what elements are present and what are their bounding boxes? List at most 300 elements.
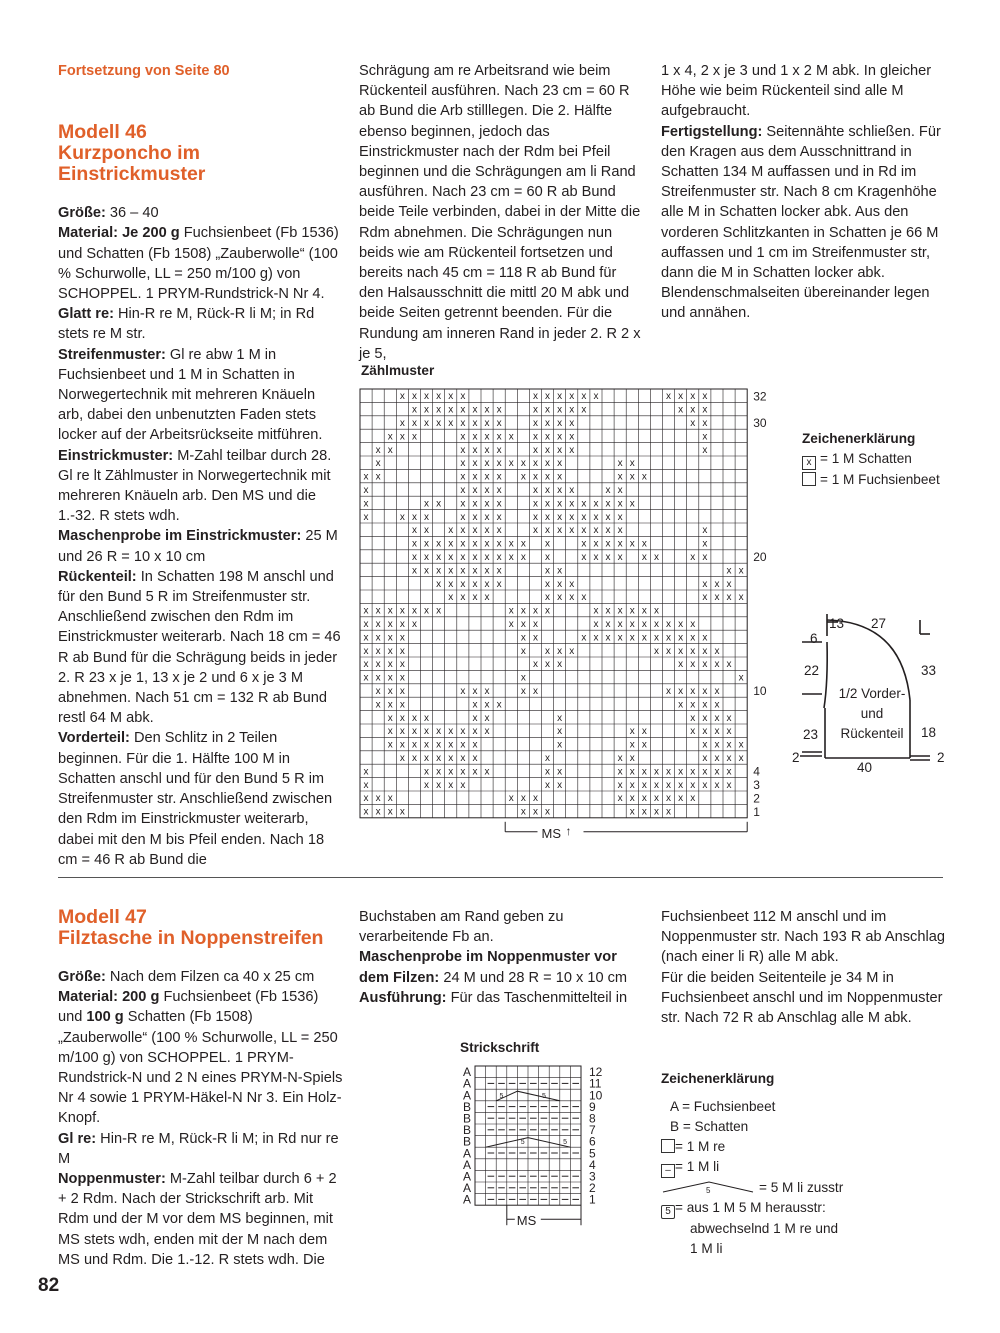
chart-x-mark: x bbox=[569, 498, 575, 510]
chart-x-mark: x bbox=[726, 739, 732, 751]
chart-x-mark: x bbox=[581, 525, 587, 537]
chart-x-mark: x bbox=[557, 391, 563, 403]
chart-x-mark: x bbox=[641, 806, 647, 818]
row-number: 32 bbox=[753, 389, 767, 404]
m47-legend-zusstr: 5 = 5 M li zusstr bbox=[661, 1178, 843, 1198]
chart-x-mark: x bbox=[436, 418, 442, 429]
chart-x-mark: x bbox=[702, 538, 708, 550]
chart-x-mark: x bbox=[678, 686, 684, 697]
chart-x-mark: x bbox=[387, 806, 393, 818]
chart-x-mark: x bbox=[714, 726, 720, 738]
chart-x-mark: x bbox=[532, 659, 538, 671]
chart-x-mark: x bbox=[532, 418, 538, 429]
chart-x-mark: x bbox=[484, 485, 490, 496]
chart-x-mark: x bbox=[702, 431, 708, 443]
ms-label: MS bbox=[541, 825, 561, 841]
chart-x-mark: x bbox=[678, 391, 684, 403]
chart-x-mark: x bbox=[387, 619, 393, 630]
chart-x-mark: x bbox=[436, 578, 442, 590]
chart-x-mark: x bbox=[399, 431, 405, 443]
chart-x-mark: x bbox=[557, 659, 563, 671]
chart-x-mark: x bbox=[545, 511, 551, 523]
chart-x-mark: x bbox=[629, 538, 635, 550]
chart-x-mark: x bbox=[690, 726, 696, 738]
chart-x-mark: x bbox=[411, 565, 417, 577]
chart-x-mark: x bbox=[678, 659, 684, 671]
chart-x-mark: x bbox=[714, 766, 720, 778]
s-ms-label: MS bbox=[516, 1213, 537, 1229]
chart-x-mark: x bbox=[617, 779, 623, 791]
chart-x-mark: x bbox=[557, 471, 563, 483]
chart-x-mark: x bbox=[569, 431, 575, 443]
chart-x-mark: x bbox=[617, 766, 623, 778]
chart-x-mark: x bbox=[593, 619, 599, 630]
m47-column-1 bbox=[58, 907, 343, 1270]
chart-x-mark: x bbox=[569, 592, 575, 604]
chart-x-mark: x bbox=[424, 739, 430, 751]
chart-x-mark: x bbox=[363, 632, 369, 644]
chart-x-mark: x bbox=[399, 699, 405, 711]
dim-33: 33 bbox=[921, 663, 937, 678]
chart-x-mark: x bbox=[363, 672, 369, 684]
chart-x-mark: x bbox=[411, 431, 417, 443]
s-row-number: 12 bbox=[589, 1065, 603, 1080]
chart-x-mark: x bbox=[617, 605, 623, 617]
chart-x-mark: x bbox=[726, 659, 732, 671]
chart-x-mark: x bbox=[520, 619, 526, 630]
chart-x-mark: x bbox=[484, 699, 490, 711]
chart-x-mark: x bbox=[557, 431, 563, 443]
chart-x-mark: x bbox=[714, 686, 720, 697]
chart-x-mark: x bbox=[532, 605, 538, 617]
chart-x-mark: x bbox=[472, 726, 478, 738]
chart-x-mark: x bbox=[460, 753, 466, 764]
chart-x-mark: x bbox=[472, 538, 478, 550]
chart-x-mark: x bbox=[448, 418, 454, 429]
chart-x-mark: x bbox=[363, 806, 369, 818]
chart-x-mark: x bbox=[448, 726, 454, 738]
chart-x-mark: x bbox=[653, 766, 659, 778]
chart-x-mark: x bbox=[714, 659, 720, 671]
row-number: 4 bbox=[753, 764, 760, 779]
chart-x-mark: x bbox=[557, 511, 563, 523]
chart-x-mark: x bbox=[605, 511, 611, 523]
chart-x-mark: x bbox=[424, 418, 430, 429]
chart-x-mark: x bbox=[690, 793, 696, 805]
chart-x-mark: x bbox=[424, 726, 430, 738]
chart-x-mark: x bbox=[690, 404, 696, 416]
increase-mark: 5 bbox=[520, 1139, 525, 1147]
m46-legend-schatten: x = 1 M Schatten bbox=[802, 449, 940, 470]
chart-x-mark: x bbox=[726, 712, 732, 724]
chart-x-mark: x bbox=[714, 739, 720, 751]
chart-x-mark: x bbox=[472, 739, 478, 751]
m47-size: Größe: Nach dem Filzen ca 40 x 25 cm bbox=[58, 969, 315, 985]
chart-x-mark: x bbox=[448, 525, 454, 537]
m47-material: Material: 200 g Fuchsienbeet (Fb 1536) und 100 g Schatten (Fb 1508) „Zauberwolle“ (100 % Schurwolle, LL = 250 m/100 g) von SCHOPPEL. 1 PRYM-Rundstrick-N und 2 N eines PRYM-N-Spiels Nr 4 sowie 1 PRYM-Häkel-N Nr 3. Ein Holz-Knopf. bbox=[58, 989, 343, 1127]
chart-x-mark: x bbox=[387, 659, 393, 671]
chart-x-mark: x bbox=[424, 605, 430, 617]
m46-column-3 bbox=[661, 61, 946, 324]
chart-x-mark: x bbox=[424, 391, 430, 403]
chart-x-mark: x bbox=[448, 538, 454, 550]
chart-x-mark: x bbox=[460, 552, 466, 563]
chart-x-mark: x bbox=[460, 458, 466, 470]
chart-x-mark: x bbox=[411, 605, 417, 617]
ms-arrow-icon: ↑ bbox=[565, 823, 572, 838]
chart-x-mark: x bbox=[726, 779, 732, 791]
chart-x-mark: x bbox=[399, 739, 405, 751]
chart-x-mark: x bbox=[375, 659, 381, 671]
chart-x-mark: x bbox=[617, 552, 623, 563]
chart-x-mark: x bbox=[666, 686, 672, 697]
chart-x-mark: x bbox=[653, 793, 659, 805]
chart-x-mark: x bbox=[460, 538, 466, 550]
chart-x-mark: x bbox=[666, 779, 672, 791]
chart-x-mark: x bbox=[411, 538, 417, 550]
chart-x-mark: x bbox=[363, 511, 369, 523]
color-letter: B bbox=[463, 1123, 472, 1138]
chart-x-mark: x bbox=[666, 766, 672, 778]
chart-x-mark: x bbox=[593, 605, 599, 617]
chart-x-mark: x bbox=[593, 511, 599, 523]
chart-x-mark: x bbox=[424, 498, 430, 510]
m46-size: Größe: 36 – 40 bbox=[58, 205, 159, 222]
chart-x-mark: x bbox=[557, 525, 563, 537]
chart-x-mark: x bbox=[629, 806, 635, 818]
chart-x-mark: x bbox=[532, 619, 538, 630]
chart-x-mark: x bbox=[363, 619, 369, 630]
chart-x-mark: x bbox=[569, 444, 575, 456]
chart-x-mark: x bbox=[363, 498, 369, 510]
chart-x-mark: x bbox=[460, 511, 466, 523]
section-divider bbox=[58, 877, 943, 878]
x-box-icon: x bbox=[802, 456, 816, 470]
schematic-label: 1/2 Vorder- und Rückenteil bbox=[838, 686, 906, 741]
m47-probe: Maschenprobe im Noppenmuster vor dem Filzen: 24 M und 28 R = 10 x 10 cm bbox=[359, 949, 628, 986]
chart-x-mark: x bbox=[557, 766, 563, 778]
chart-x-mark: x bbox=[690, 552, 696, 563]
m46-glatt: Glatt re: Hin-R re M, Rück-R li M; in Rd stets re M str. bbox=[58, 306, 315, 343]
chart-x-mark: x bbox=[714, 578, 720, 590]
chart-x-mark: x bbox=[399, 753, 405, 764]
row-number: 30 bbox=[753, 416, 767, 431]
chart-x-mark: x bbox=[545, 538, 551, 550]
chart-x-mark: x bbox=[436, 779, 442, 791]
m46-legend bbox=[802, 429, 940, 490]
m47-ausfuehrung: Ausführung: Für das Taschenmittelteil in bbox=[359, 989, 628, 1006]
chart-x-mark: x bbox=[532, 471, 538, 483]
chart-x-mark: x bbox=[472, 471, 478, 483]
chart-x-mark: x bbox=[581, 498, 587, 510]
increase-mark: 5 bbox=[541, 1092, 546, 1100]
m47-col2-text: Buchstaben am Rand geben zu verarbeitende Fb an. bbox=[359, 909, 564, 946]
chart-x-mark: x bbox=[411, 712, 417, 724]
chart-x-mark: x bbox=[702, 726, 708, 738]
chart-x-mark: x bbox=[496, 458, 502, 470]
chart-x-mark: x bbox=[436, 498, 442, 510]
chart-x-mark: x bbox=[484, 766, 490, 778]
chart-x-mark: x bbox=[460, 578, 466, 590]
m47-col3b-text: Für die beiden Seitenteile je 34 M in Fuchsienbeet anschl und im Noppenmuster str. Nach 72 R ab Anschlag alle M abk. bbox=[661, 969, 943, 1027]
chart-x-mark: x bbox=[375, 444, 381, 456]
chart-x-mark: x bbox=[387, 739, 393, 751]
chart-x-mark: x bbox=[666, 632, 672, 644]
chart-x-mark: x bbox=[436, 766, 442, 778]
chart-x-mark: x bbox=[593, 538, 599, 550]
chart-x-mark: x bbox=[702, 444, 708, 456]
chart-x-mark: x bbox=[545, 391, 551, 403]
chart-x-mark: x bbox=[424, 511, 430, 523]
chart-x-mark: x bbox=[472, 404, 478, 416]
chart-x-mark: x bbox=[545, 766, 551, 778]
m46-col3-text: 1 x 4, 2 x je 3 und 1 x 2 M abk. In gleicher Höhe wie beim Rückenteil sind alle M aufgebraucht. bbox=[661, 63, 932, 120]
chart-x-mark: x bbox=[726, 753, 732, 764]
chart-x-mark: x bbox=[424, 712, 430, 724]
chart-x-mark: x bbox=[484, 511, 490, 523]
chart-x-mark: x bbox=[472, 592, 478, 604]
chart-x-mark: x bbox=[666, 391, 672, 403]
chart-x-mark: x bbox=[460, 779, 466, 791]
chart-x-mark: x bbox=[653, 632, 659, 644]
chart-x-mark: x bbox=[678, 766, 684, 778]
chart-x-mark: x bbox=[484, 471, 490, 483]
chart-x-mark: x bbox=[496, 485, 502, 496]
chart-x-mark: x bbox=[472, 525, 478, 537]
chart-x-mark: x bbox=[387, 686, 393, 697]
chart-x-mark: x bbox=[678, 699, 684, 711]
page-number: 82 bbox=[38, 1275, 60, 1296]
chart-x-mark: x bbox=[411, 552, 417, 563]
chart-x-mark: x bbox=[569, 391, 575, 403]
chart-x-mark: x bbox=[460, 592, 466, 604]
chart-x-mark: x bbox=[653, 779, 659, 791]
m47-legend-a: A = Fuchsienbeet bbox=[670, 1099, 776, 1114]
m46-material: Material: Je 200 g Fuchsienbeet (Fb 1536) und Schatten (Fb 1508) „Zauberwolle“ (100 % Schurwolle, LL = 250 m/100 g) von SCHOPPEL. 1 PRYM-Rundstrick-N Nr 4. bbox=[58, 225, 339, 303]
chart-x-mark: x bbox=[545, 565, 551, 577]
chart-x-mark: x bbox=[641, 552, 647, 563]
s-row-number: 1 bbox=[589, 1192, 596, 1207]
chart-x-mark: x bbox=[726, 726, 732, 738]
color-letter: A bbox=[463, 1192, 472, 1207]
chart-x-mark: x bbox=[399, 806, 405, 818]
chart-x-mark: x bbox=[484, 538, 490, 550]
chart-x-mark: x bbox=[448, 779, 454, 791]
chart-x-mark: x bbox=[545, 659, 551, 671]
dim-6: 6 bbox=[810, 631, 818, 646]
chart-x-mark: x bbox=[484, 498, 490, 510]
chart-x-mark: x bbox=[702, 739, 708, 751]
chart-x-mark: x bbox=[484, 565, 490, 577]
chart-x-mark: x bbox=[399, 605, 405, 617]
zaehlmuster-chart bbox=[355, 385, 775, 845]
continued-note: Fortsetzung von Seite 80 bbox=[58, 63, 230, 79]
m46-streifen: Streifenmuster: Gl re abw 1 M in Fuchsienbeet und 1 M in Schatten in Norwegertechnik mit mehreren Knäueln arb, dabei den unbenutzten Faden stets locker auf der Arbeitsrückseite mitführen. bbox=[58, 346, 323, 444]
chart-x-mark: x bbox=[496, 525, 502, 537]
chart-x-mark: x bbox=[472, 565, 478, 577]
chart-x-mark: x bbox=[387, 605, 393, 617]
chart-x-mark: x bbox=[411, 404, 417, 416]
chart-x-mark: x bbox=[617, 538, 623, 550]
s-row-number: 4 bbox=[589, 1157, 596, 1172]
chart-x-mark: x bbox=[678, 632, 684, 644]
chart-x-mark: x bbox=[484, 592, 490, 604]
chart-x-mark: x bbox=[702, 645, 708, 657]
s-row-number: 7 bbox=[589, 1123, 596, 1138]
chart-x-mark: x bbox=[738, 672, 744, 684]
chart-x-mark: x bbox=[484, 404, 490, 416]
chart-x-mark: x bbox=[629, 605, 635, 617]
decrease-five: 5 bbox=[706, 1186, 711, 1194]
chart-x-mark: x bbox=[702, 418, 708, 429]
chart-x-mark: x bbox=[399, 672, 405, 684]
color-letter: A bbox=[463, 1088, 472, 1103]
chart-x-mark: x bbox=[545, 753, 551, 764]
chart-x-mark: x bbox=[702, 578, 708, 590]
chart-x-mark: x bbox=[629, 471, 635, 483]
chart-x-mark: x bbox=[375, 458, 381, 470]
chart-x-mark: x bbox=[605, 485, 611, 496]
chart-x-mark: x bbox=[460, 404, 466, 416]
chart-x-mark: x bbox=[532, 632, 538, 644]
chart-x-mark: x bbox=[399, 659, 405, 671]
chart-x-mark: x bbox=[508, 538, 514, 550]
chart-x-mark: x bbox=[702, 766, 708, 778]
chart-x-mark: x bbox=[411, 753, 417, 764]
row-number: 20 bbox=[753, 550, 767, 565]
chart-x-mark: x bbox=[641, 471, 647, 483]
chart-x-mark: x bbox=[460, 471, 466, 483]
chart-x-mark: x bbox=[617, 632, 623, 644]
chart-x-mark: x bbox=[387, 672, 393, 684]
chart-x-mark: x bbox=[411, 739, 417, 751]
chart-x-mark: x bbox=[520, 471, 526, 483]
chart-x-mark: x bbox=[520, 793, 526, 805]
chart-x-mark: x bbox=[617, 793, 623, 805]
chart-x-mark: x bbox=[520, 672, 526, 684]
m47-noppen: Noppenmuster: M-Zahl teilbar durch 6 + 2 + 2 Rdm. Nach der Strickschrift arb. Mit Rdm und der M vor dem MS beginnen, mit MS stets wdh, enden mit der M nach dem MS und Rdm. Die 1.-12. R stets wdh. Die bbox=[58, 1171, 337, 1268]
chart-x-mark: x bbox=[363, 779, 369, 791]
chart-x-mark: x bbox=[581, 391, 587, 403]
chart-x-mark: x bbox=[617, 619, 623, 630]
chart-x-mark: x bbox=[545, 592, 551, 604]
m46-column-1 bbox=[58, 61, 343, 870]
m46-column-2 bbox=[359, 61, 644, 364]
strickschrift-label: Strickschrift bbox=[460, 1040, 540, 1055]
chart-x-mark: x bbox=[545, 525, 551, 537]
chart-x-mark: x bbox=[375, 605, 381, 617]
chart-x-mark: x bbox=[557, 404, 563, 416]
chart-x-mark: x bbox=[581, 538, 587, 550]
chart-x-mark: x bbox=[545, 404, 551, 416]
m47-legend bbox=[661, 1069, 843, 1259]
chart-x-mark: x bbox=[629, 458, 635, 470]
chart-x-mark: x bbox=[399, 712, 405, 724]
chart-x-mark: x bbox=[581, 592, 587, 604]
chart-x-mark: x bbox=[581, 552, 587, 563]
chart-x-mark: x bbox=[617, 498, 623, 510]
chart-x-mark: x bbox=[569, 645, 575, 657]
chart-x-mark: x bbox=[678, 404, 684, 416]
chart-x-mark: x bbox=[557, 645, 563, 657]
chart-x-mark: x bbox=[605, 538, 611, 550]
chart-x-mark: x bbox=[520, 538, 526, 550]
chart-x-mark: x bbox=[375, 632, 381, 644]
s-row-number: 5 bbox=[589, 1146, 596, 1161]
chart-x-mark: x bbox=[460, 431, 466, 443]
chart-x-mark: x bbox=[460, 444, 466, 456]
m46-fertigstellung: Fertigstellung: Seitennähte schließen. Für den Kragen aus dem Ausschnittrand in Schatten 134 M auffassen und in Rd im Streifenmuster str. Nach 8 cm Kragenhöhe alle M in Schatten locker abk. Aus den vorderen Schlitzkanten in Schatten je 66 M auffassen und 1 cm im Streifenmuster str, dann die M in Schatten locker abk. Blendenschmalseiten übereinander legen und annähen. bbox=[661, 123, 941, 322]
chart-x-mark: x bbox=[399, 511, 405, 523]
chart-x-mark: x bbox=[520, 605, 526, 617]
chart-x-mark: x bbox=[484, 686, 490, 697]
chart-x-mark: x bbox=[666, 645, 672, 657]
chart-x-mark: x bbox=[532, 793, 538, 805]
chart-x-mark: x bbox=[617, 458, 623, 470]
m47-legend-raus: 5 = aus 1 M 5 M herausstr: bbox=[661, 1198, 843, 1219]
chart-x-mark: x bbox=[714, 645, 720, 657]
chart-x-mark: x bbox=[569, 485, 575, 496]
chart-x-mark: x bbox=[496, 578, 502, 590]
chart-x-mark: x bbox=[690, 699, 696, 711]
dim-23: 23 bbox=[803, 727, 819, 742]
chart-x-mark: x bbox=[702, 404, 708, 416]
chart-x-mark: x bbox=[448, 578, 454, 590]
chart-x-mark: x bbox=[641, 619, 647, 630]
chart-x-mark: x bbox=[738, 753, 744, 764]
chart-x-mark: x bbox=[702, 632, 708, 644]
chart-x-mark: x bbox=[569, 511, 575, 523]
chart-x-mark: x bbox=[726, 565, 732, 577]
chart-x-mark: x bbox=[532, 404, 538, 416]
chart-x-mark: x bbox=[702, 659, 708, 671]
chart-x-mark: x bbox=[399, 632, 405, 644]
color-letter: A bbox=[463, 1169, 472, 1184]
chart-x-mark: x bbox=[399, 619, 405, 630]
chart-x-mark: x bbox=[532, 431, 538, 443]
chart-x-mark: x bbox=[629, 619, 635, 630]
chart-x-mark: x bbox=[520, 806, 526, 818]
chart-x-mark: x bbox=[484, 552, 490, 563]
m47-column-2 bbox=[359, 907, 644, 1008]
m47-title: Modell 47 Filztasche in Noppenstreifen bbox=[58, 906, 324, 949]
chart-x-mark: x bbox=[460, 565, 466, 577]
chart-x-mark: x bbox=[557, 458, 563, 470]
chart-x-mark: x bbox=[375, 806, 381, 818]
chart-x-mark: x bbox=[666, 793, 672, 805]
dash-box-icon: – bbox=[661, 1164, 675, 1178]
chart-x-mark: x bbox=[484, 418, 490, 429]
chart-x-mark: x bbox=[411, 619, 417, 630]
chart-x-mark: x bbox=[653, 605, 659, 617]
m46-legend-title: Zeichenerklärung bbox=[802, 431, 916, 446]
chart-x-mark: x bbox=[593, 632, 599, 644]
chart-x-mark: x bbox=[593, 552, 599, 563]
chart-x-mark: x bbox=[363, 471, 369, 483]
chart-x-mark: x bbox=[617, 753, 623, 764]
color-letter: B bbox=[463, 1111, 472, 1126]
m46-title: Modell 46 Kurzponcho im Einstrickmuster bbox=[58, 121, 206, 186]
chart-x-mark: x bbox=[629, 793, 635, 805]
chart-x-mark: x bbox=[399, 418, 405, 429]
chart-x-mark: x bbox=[557, 444, 563, 456]
chart-x-mark: x bbox=[653, 806, 659, 818]
chart-x-mark: x bbox=[436, 552, 442, 563]
chart-x-mark: x bbox=[520, 686, 526, 697]
chart-x-mark: x bbox=[472, 578, 478, 590]
chart-x-mark: x bbox=[545, 645, 551, 657]
chart-x-mark: x bbox=[411, 525, 417, 537]
